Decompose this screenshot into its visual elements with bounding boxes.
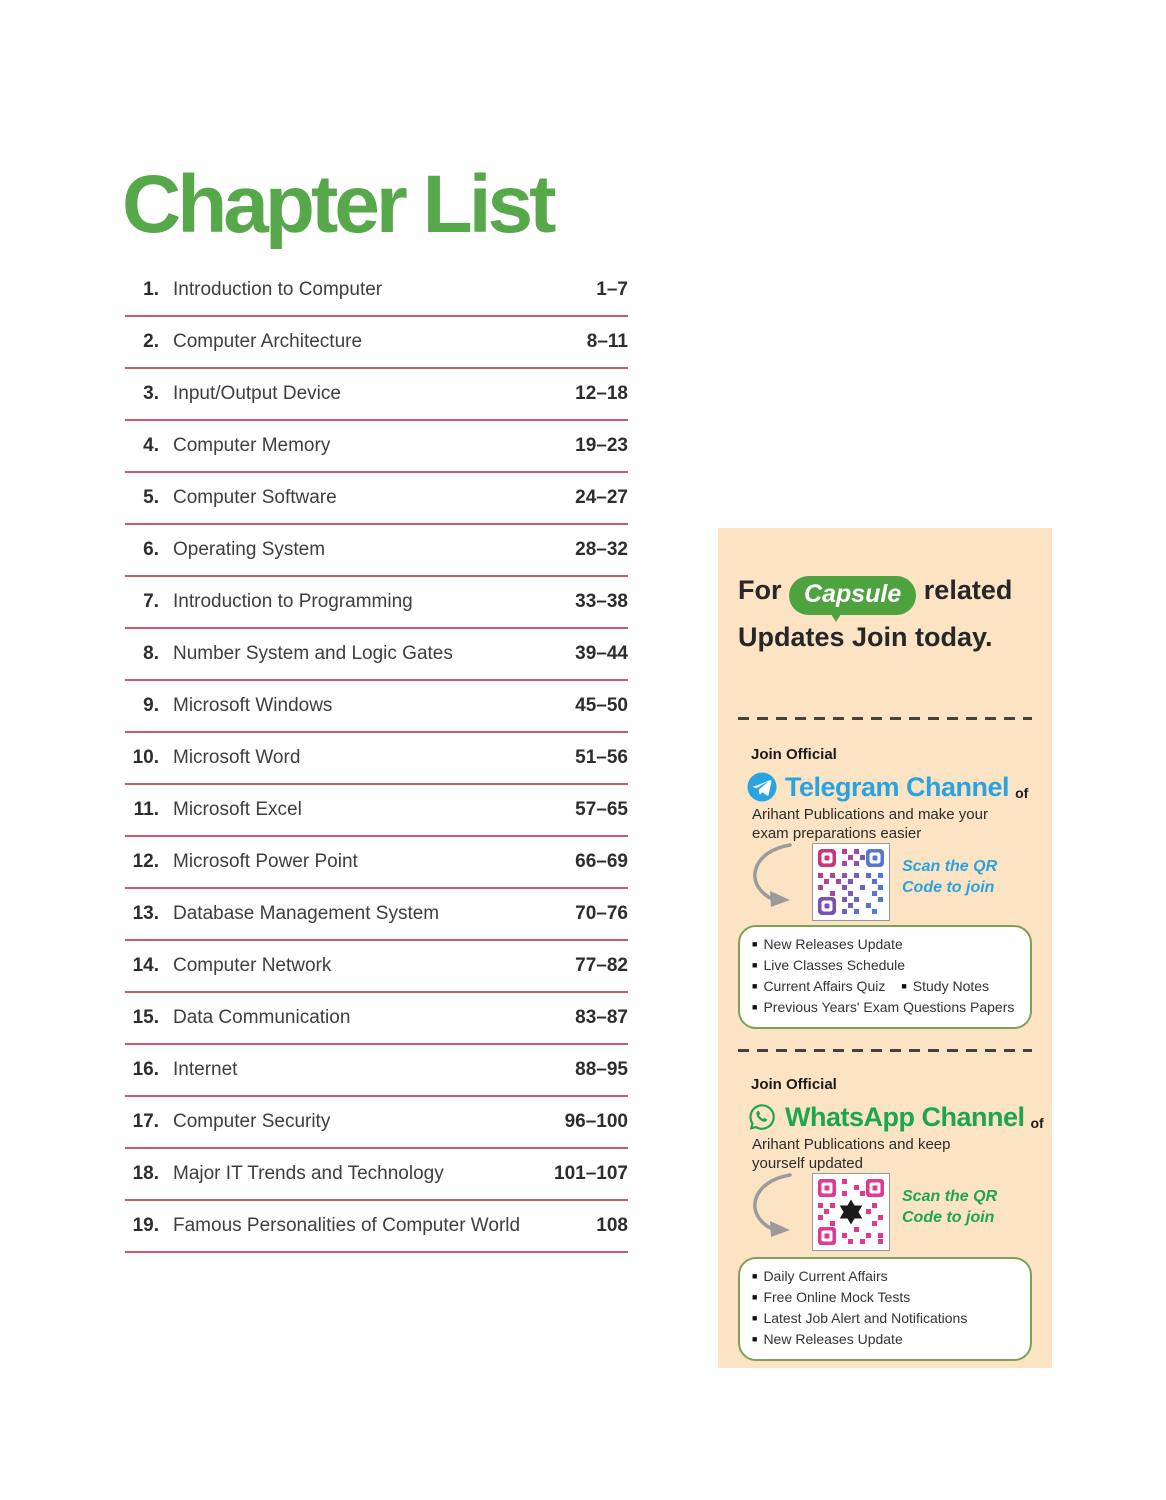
chapter-title: Introduction to Programming — [173, 591, 413, 612]
telegram-features-box — [738, 925, 1032, 1029]
feature-label: New Releases Update — [763, 936, 903, 952]
chapter-pages: 39–44 — [575, 643, 628, 664]
chapter-row — [125, 317, 628, 369]
telegram-description-line1: Arihant Publications and make your — [752, 806, 988, 823]
chapter-row — [125, 837, 628, 889]
chapter-pages: 51–56 — [575, 747, 628, 768]
telegram-scan-line2: Code to join — [902, 879, 995, 896]
whatsapp-features-box — [738, 1257, 1032, 1361]
chapter-pages: 45–50 — [575, 695, 628, 716]
chapter-pages: 19–23 — [575, 435, 628, 456]
chapter-number: 15. — [132, 1007, 159, 1028]
chapter-pages: 24–27 — [575, 487, 628, 508]
chapter-pages: 1–7 — [596, 279, 628, 300]
square-bullet-icon: ■ — [752, 1271, 758, 1281]
feature-item — [752, 1288, 1022, 1309]
chapter-number: 14. — [132, 955, 159, 976]
chapter-number: 11. — [133, 799, 159, 820]
telegram-channel-row — [747, 771, 1032, 803]
chapter-number: 2. — [143, 331, 159, 352]
whatsapp-scan-line2: Code to join — [902, 1209, 995, 1226]
chapter-row — [125, 785, 628, 837]
feature-label: Live Classes Schedule — [763, 957, 906, 973]
chapter-title: Operating System — [173, 539, 326, 560]
chapter-title: Introduction to Computer — [173, 279, 383, 300]
chapter-number: 3. — [143, 383, 159, 404]
page-title: Chapter List — [122, 159, 553, 250]
chapter-pages: 33–38 — [575, 591, 628, 612]
chapter-number: 4. — [143, 435, 159, 456]
telegram-description — [752, 805, 1032, 843]
chapter-row — [125, 421, 628, 473]
square-bullet-icon: ■ — [752, 981, 758, 991]
chapter-pages: 108 — [596, 1215, 628, 1236]
chapter-title: Famous Personalities of Computer World — [173, 1215, 521, 1236]
intro-line2: Updates Join today. — [738, 622, 993, 652]
chapter-number: 12. — [132, 851, 159, 872]
chapter-title: Computer Memory — [173, 435, 331, 456]
chapter-title: Major IT Trends and Technology — [173, 1163, 444, 1184]
feature-label: Latest Job Alert and Notifications — [763, 1310, 968, 1326]
dashed-divider — [738, 717, 1032, 720]
chapter-title: Microsoft Windows — [173, 695, 333, 716]
chapter-title: Data Communication — [173, 1007, 351, 1028]
chapter-title: Computer Network — [173, 955, 332, 976]
chapter-row — [125, 889, 628, 941]
chapter-row — [125, 525, 628, 577]
chapter-pages: 57–65 — [575, 799, 628, 820]
chapter-title: Number System and Logic Gates — [173, 643, 453, 664]
chapter-title: Microsoft Excel — [173, 799, 302, 820]
square-bullet-icon: ■ — [752, 1292, 758, 1302]
chapter-pages: 83–87 — [575, 1007, 628, 1028]
whatsapp-qr-code — [812, 1173, 890, 1251]
chapter-row — [125, 629, 628, 681]
chapter-title: Computer Security — [173, 1111, 331, 1132]
chapter-title: Input/Output Device — [173, 383, 341, 404]
telegram-scan-line1: Scan the QR — [902, 858, 998, 875]
telegram-icon — [747, 772, 777, 802]
chapter-pages: 66–69 — [575, 851, 628, 872]
whatsapp-of-label: of — [1030, 1115, 1044, 1131]
chapter-row — [125, 681, 628, 733]
whatsapp-icon — [747, 1102, 777, 1132]
feature-item — [752, 977, 1022, 998]
telegram-qr-row — [738, 843, 1032, 921]
chapter-number: 9. — [143, 695, 159, 716]
chapter-pages: 12–18 — [575, 383, 628, 404]
chapter-list — [125, 265, 628, 1253]
chapter-title: Microsoft Power Point — [173, 851, 358, 872]
whatsapp-description — [752, 1135, 1032, 1173]
chapter-pages: 8–11 — [586, 331, 628, 352]
feature-label: Free Online Mock Tests — [763, 1289, 911, 1305]
chapter-row — [125, 577, 628, 629]
telegram-qr-code — [812, 843, 890, 921]
feature-label: New Releases Update — [763, 1331, 903, 1347]
feature-item — [752, 1309, 1022, 1330]
square-bullet-icon: ■ — [752, 1313, 758, 1323]
dashed-divider — [738, 1049, 1032, 1052]
chapter-row — [125, 473, 628, 525]
square-bullet-icon: ■ — [752, 939, 758, 949]
whatsapp-join-label: Join Official — [751, 1076, 837, 1093]
intro-pre-text: For — [738, 575, 782, 605]
telegram-scan-note — [902, 856, 997, 898]
chapter-title: Internet — [173, 1059, 238, 1080]
feature-label: Previous Years' Exam Questions Papers — [763, 999, 1015, 1015]
chapter-pages: 77–82 — [575, 955, 628, 976]
chapter-pages: 96–100 — [564, 1111, 628, 1132]
chapter-number: 1. — [143, 279, 159, 300]
chapter-number: 6. — [143, 539, 159, 560]
telegram-channel-name: Telegram Channel — [785, 771, 1010, 802]
curved-arrow-icon — [738, 839, 806, 913]
promo-intro — [738, 568, 1032, 660]
feature-item — [752, 935, 1022, 956]
square-bullet-icon: ■ — [752, 1002, 758, 1012]
intro-post-text: related — [923, 575, 1013, 605]
whatsapp-scan-note — [902, 1186, 997, 1228]
chapter-number: 5. — [143, 487, 159, 508]
chapter-row — [125, 1201, 628, 1253]
chapter-row — [125, 265, 628, 317]
chapter-pages: 88–95 — [575, 1059, 628, 1080]
chapter-row — [125, 1097, 628, 1149]
chapter-pages: 101–107 — [554, 1163, 628, 1184]
feature-label: Daily Current Affairs — [763, 1268, 888, 1284]
feature-label: Study Notes — [912, 978, 990, 994]
chapter-number: 18. — [132, 1163, 159, 1184]
feature-item — [752, 1330, 1022, 1351]
chapter-title: Computer Architecture — [173, 331, 363, 352]
chapter-row — [125, 1045, 628, 1097]
square-bullet-icon: ■ — [752, 960, 758, 970]
telegram-of-label: of — [1015, 785, 1029, 801]
chapter-row — [125, 1149, 628, 1201]
chapter-title: Microsoft Word — [173, 747, 301, 768]
feature-item — [752, 956, 1022, 977]
chapter-row — [125, 733, 628, 785]
whatsapp-qr-row — [738, 1173, 1032, 1251]
whatsapp-channel-name: WhatsApp Channel — [785, 1101, 1025, 1132]
promo-panel — [718, 528, 1052, 1368]
chapter-number: 8. — [143, 643, 159, 664]
capsule-logo: Capsule — [789, 576, 916, 615]
telegram-join-label: Join Official — [751, 746, 837, 763]
curved-arrow-icon — [738, 1169, 806, 1243]
chapter-number: 13. — [132, 903, 159, 924]
whatsapp-scan-line1: Scan the QR — [902, 1188, 998, 1205]
telegram-description-line2: exam preparations easier — [752, 825, 922, 842]
chapter-row — [125, 993, 628, 1045]
whatsapp-channel-row — [747, 1101, 1044, 1133]
chapter-pages: 28–32 — [575, 539, 628, 560]
whatsapp-description-line1: Arihant Publications and keep — [752, 1136, 951, 1153]
chapter-number: 7. — [143, 591, 159, 612]
chapter-number: 17. — [132, 1111, 159, 1132]
chapter-number: 19. — [132, 1215, 159, 1236]
whatsapp-description-line2: yourself updated — [752, 1155, 863, 1172]
square-bullet-icon: ■ — [752, 1334, 758, 1344]
square-bullet-icon: ■ — [901, 981, 907, 991]
chapter-row — [125, 369, 628, 421]
feature-label: Current Affairs Quiz — [763, 978, 886, 994]
chapter-pages: 70–76 — [575, 903, 628, 924]
chapter-row — [125, 941, 628, 993]
chapter-title: Database Management System — [173, 903, 440, 924]
feature-item — [752, 998, 1022, 1019]
feature-item — [752, 1267, 1022, 1288]
chapter-number: 10. — [132, 747, 159, 768]
chapter-title: Computer Software — [173, 487, 337, 508]
chapter-number: 16. — [132, 1059, 159, 1080]
